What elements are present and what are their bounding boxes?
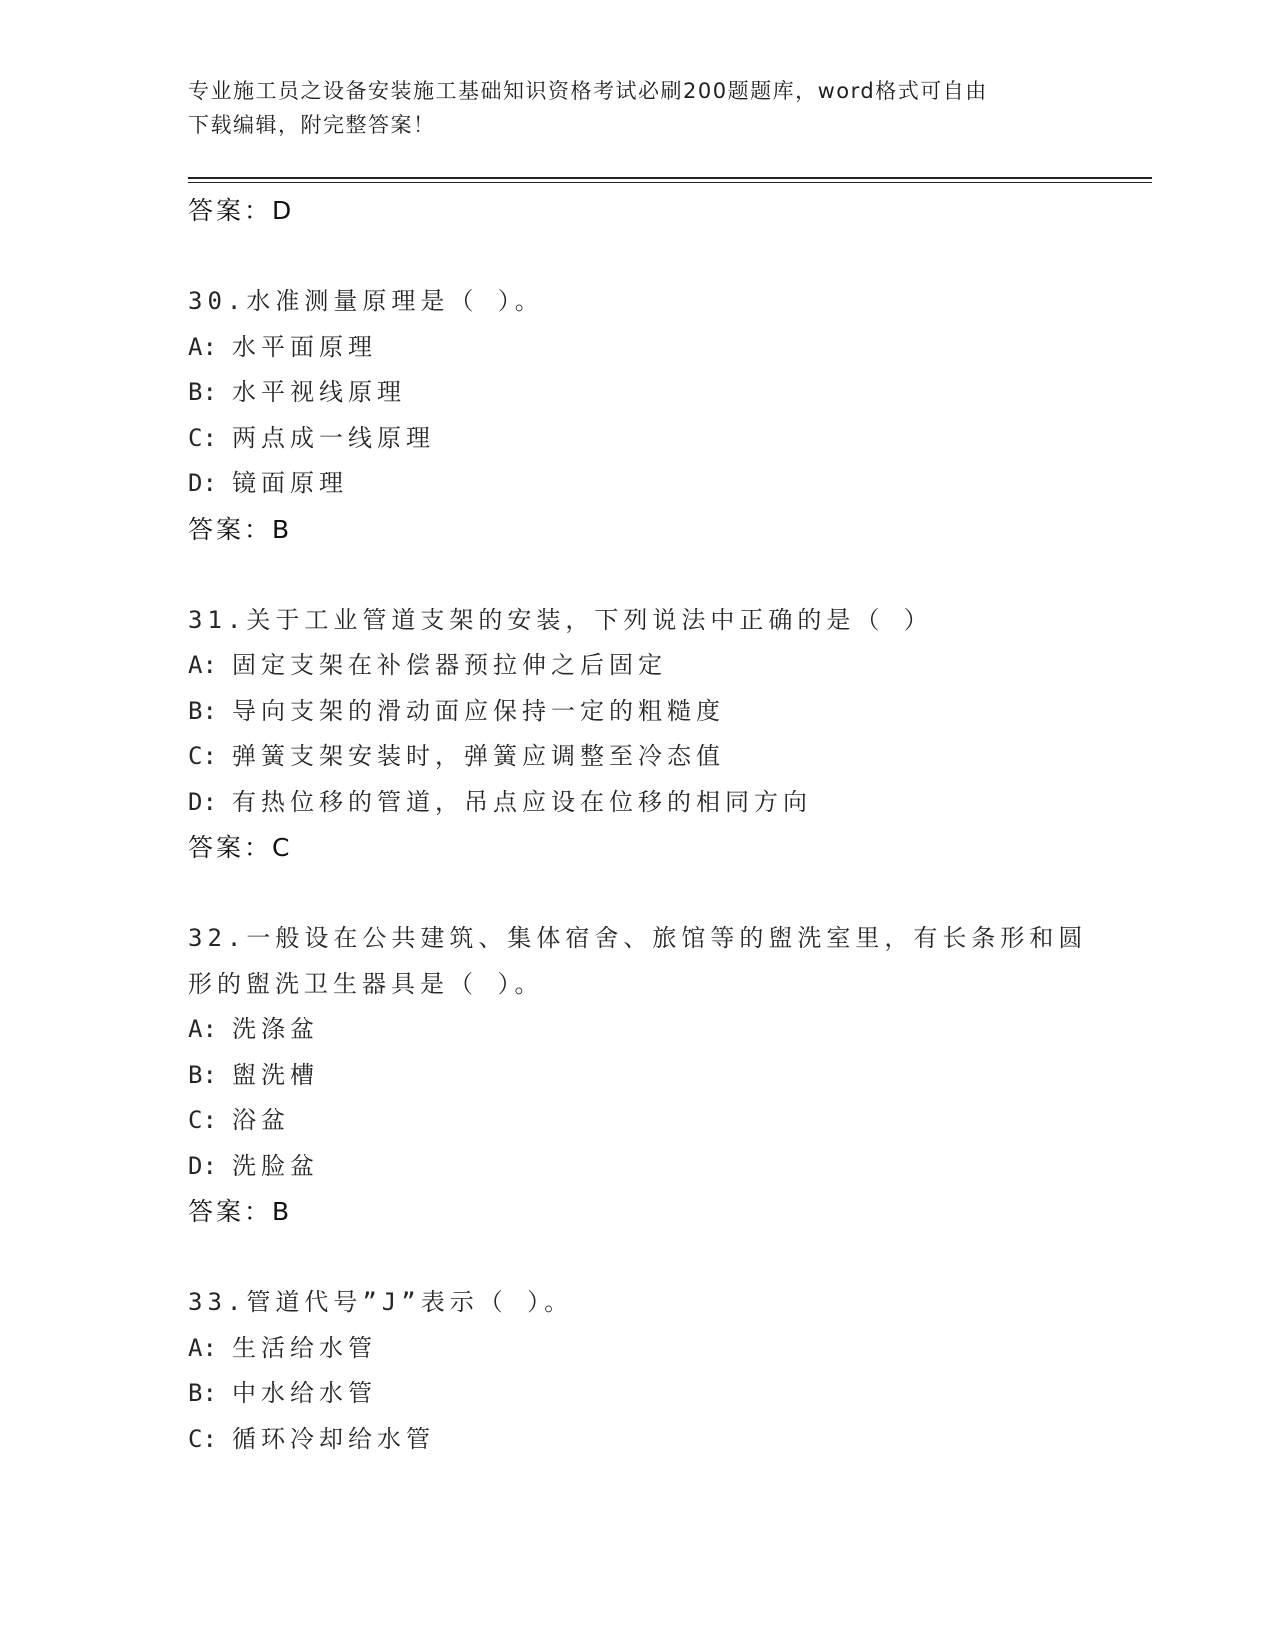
option-key: B:	[188, 378, 217, 406]
option-c	[188, 734, 1088, 780]
option-c	[188, 1417, 1088, 1463]
option-text: 固定支架在补偿器预拉伸之后固定	[232, 651, 667, 679]
option-key: B:	[188, 1060, 217, 1089]
question-stem: 33.管道代号”J”表示（ ）。	[188, 1288, 574, 1316]
option-key: A:	[188, 332, 217, 361]
option-c	[188, 416, 1088, 462]
option-text: 水平视线原理	[232, 378, 406, 406]
option-text: 镜面原理	[232, 469, 348, 497]
question-answer: 答案：C	[188, 833, 293, 862]
option-text: 循环冷却给水管	[232, 1424, 435, 1453]
option-c	[188, 1098, 1088, 1144]
header-divider-thick	[188, 177, 1152, 179]
option-b	[188, 1053, 1088, 1099]
option-key: A:	[188, 651, 217, 679]
option-key: C:	[188, 423, 217, 452]
question-stem: 31.关于工业管道支架的安装，下列说法中正确的是（ ）	[188, 605, 933, 634]
option-key: C:	[188, 742, 217, 770]
option-text: 生活给水管	[232, 1333, 377, 1362]
option-key: B:	[188, 1379, 217, 1407]
option-text: 弹簧支架安装时，弹簧应调整至冷态值	[232, 742, 725, 770]
document-header	[188, 74, 1068, 142]
question-stem-line-1: 32.一般设在公共建筑、集体宿舍、旅馆等的盥洗室里，有长条形和圆	[188, 924, 1088, 952]
header-divider-thin	[188, 182, 1152, 183]
option-key: B:	[188, 696, 217, 725]
option-b	[188, 1371, 1088, 1417]
option-a	[188, 325, 1088, 371]
option-key: D:	[188, 469, 217, 497]
question-31	[188, 598, 1088, 871]
question-30	[188, 279, 1088, 552]
option-text: 导向支架的滑动面应保持一定的粗糙度	[232, 696, 725, 725]
question-list	[188, 188, 1088, 1462]
previous-answer: 答案：D	[188, 196, 295, 225]
option-d	[188, 1144, 1088, 1190]
option-key: A:	[188, 1333, 217, 1362]
option-d	[188, 461, 1088, 507]
option-a	[188, 1326, 1088, 1372]
option-key: A:	[188, 1015, 217, 1043]
question-33	[188, 1280, 1088, 1462]
option-b	[188, 689, 1088, 735]
option-key: C:	[188, 1106, 217, 1134]
spacer	[188, 234, 1088, 280]
option-d	[188, 780, 1088, 826]
option-text: 有热位移的管道，吊点应设在位移的相同方向	[232, 787, 812, 816]
option-text: 浴盆	[232, 1106, 290, 1134]
option-a	[188, 1007, 1088, 1053]
question-answer: 答案：B	[188, 1197, 293, 1226]
spacer	[188, 1235, 1088, 1281]
header-line-1: 专业施工员之设备安装施工基础知识资格考试必刷200题题库，word格式可自由	[188, 79, 988, 103]
option-text: 盥洗槽	[232, 1060, 319, 1089]
option-text: 洗脸盆	[232, 1151, 319, 1180]
option-text: 中水给水管	[232, 1379, 377, 1407]
question-answer: 答案：B	[188, 514, 293, 544]
option-a	[188, 643, 1088, 689]
header-line-2: 下载编辑，附完整答案！	[188, 113, 436, 137]
option-key: D:	[188, 1151, 217, 1180]
question-stem-line-2: 形的盥洗卫生器具是（ ）。	[188, 969, 544, 998]
option-text: 两点成一线原理	[232, 423, 435, 452]
question-stem: 30.水准测量原理是（ ）。	[188, 287, 544, 315]
spacer	[188, 552, 1088, 598]
option-key: D:	[188, 787, 217, 816]
option-b	[188, 370, 1088, 416]
option-text: 洗涤盆	[232, 1015, 319, 1043]
question-32	[188, 916, 1088, 1235]
spacer	[188, 871, 1088, 917]
option-key: C:	[188, 1424, 217, 1453]
option-text: 水平面原理	[232, 332, 377, 361]
